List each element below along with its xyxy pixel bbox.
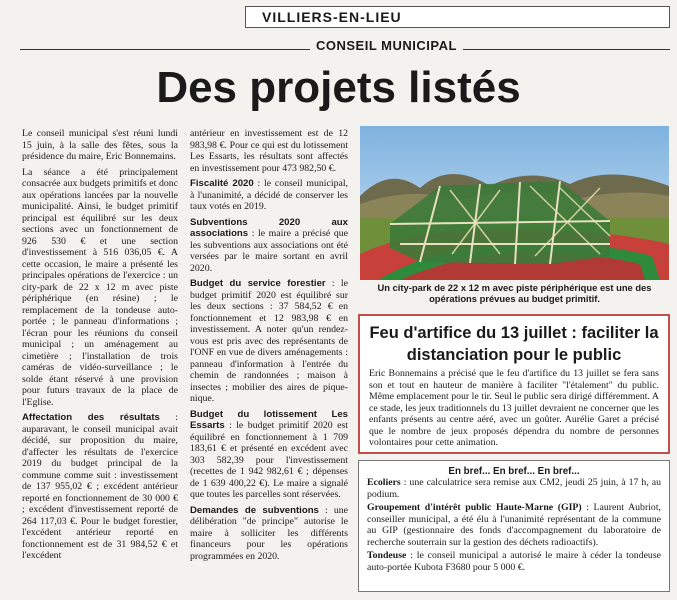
in-brief-box [358, 460, 670, 592]
brief-gip-text: : Laurent Aubriot, conseiller municipal, a été élu à l'unanimité représentant de la commune au GIP (gestionnaire des fonds d'accompagnement du laboratoire de recherche souterrain sur la gestion des déchets radioactifs). [367, 502, 662, 548]
city-park-illustration [360, 126, 669, 280]
forest-heading: Budget du service forestier [190, 278, 326, 289]
fireworks-text: Eric Bonnemains a précisé que le feu d'artifice du 13 juillet se fera sans son et tout en hauteur de manière à faciliter "l'étalement" du public. Même emplacement pour le tir. Seul le public sera dirigé différemment. A ce stade, les jeux traditionnels du 13 juillet devraient ne concerner que les enfants présents au centre aéré, avec un goûter. Aurélie Garet a précisé que le nombre de jeux proposés dépendra du nombre de personnes volontaires pour cette animation. [369, 368, 659, 448]
brief-pupils-text: : une calculatrice sera remise aux CM2, jeudi 25 juin, à 17 h, au podium. [367, 477, 661, 500]
fiscal-text: : le conseil municipal, à l'unanimité, a décidé de conserver les taux votés en 2019. [190, 178, 349, 212]
brief-gip-heading: Groupement d'intérêt public Haute-Marne (GIP) [367, 502, 582, 513]
subsidies-heading: Subventions 2020 aux associations [190, 216, 348, 239]
results-heading: Affectation des résultats [22, 412, 160, 423]
subdivision-heading: Budget du lotissement Les Essarts [190, 408, 348, 431]
in-brief-text [359, 477, 669, 573]
results-text: : auparavant, le conseil municipal avait décidé, sur proposition du maire, d'affecter les résultats de l'exercice 2019 du budget principal de la commune comme suit : investissement de 137 955,02 € ; excédent antérieur reporté en fonctionnement de 30 000 € ; excédent d'investissement reporté de 264 117,03 €. Pour le budget forestier, l'excédent antérieur reporté en fonctionnement est de 31 984,52 € et l'excédent [22, 412, 178, 561]
grants-text: : une délibération "de principe" autorise le maire à solliciter les différents financeurs pour les opérations programmées en 2020. [190, 504, 348, 562]
forest-text: : le budget primitif 2020 est équilibré sur les deux sections : 37 584,52 € en fonctionnement et 12 983,98 € en investissement. A noter qu'un rendez-vous est pris avec des représentants de l'ONF en vue de divers aménagements : panneau d'information à l'entrée du chemin de randonnées ; maison à insectes ; mobilier des aires de pique-nique. [190, 278, 348, 404]
city-park-photo [360, 126, 669, 280]
article-column-2 [190, 128, 348, 566]
brief-mower [367, 550, 661, 573]
town-name: VILLIERS-EN-LIEU [262, 9, 402, 25]
subdivision-paragraph [190, 409, 348, 501]
town-banner [245, 6, 670, 28]
subdivision-text: : le budget primitif 2020 est équilibré en fonctionnement à 1 709 183,61 € et présenté en excédent avec 303 582,39 pour l'investissement (recettes de 1 942 982,61 € ; dépenses de 1 639 400,22 €). Le maire a signalé que toutes les parcelles sont réservées. [190, 420, 348, 500]
brief-gip [367, 502, 661, 548]
page-headline: Des projets listés [156, 63, 521, 112]
brief-mower-text: : le conseil municipal a autorisé le maire à céder la tondeuse auto-portée Kubota F3680 pour 5 000 €. [367, 550, 661, 573]
rubric-bar [20, 38, 670, 57]
fiscal-paragraph [190, 178, 348, 213]
grants-heading: Demandes de subventions [190, 504, 319, 516]
subsidies-paragraph [190, 217, 348, 275]
brief-mower-heading: Tondeuse [367, 550, 407, 561]
in-brief-title: En bref... En bref... En bref... [448, 466, 580, 477]
article-column-1 [22, 128, 178, 566]
results-paragraph [22, 412, 178, 562]
rubric-label: CONSEIL MUNICIPAL [310, 38, 463, 53]
brief-pupils-heading: Ecoliers [367, 477, 401, 488]
photo-caption: Un city-park de 22 x 12 m avec piste périphérique est une des opérations prévues au budget primitif. [377, 282, 652, 304]
fiscal-heading: Fiscalité 2020 [190, 178, 254, 189]
budget-paragraph: La séance a été principalement consacrée aux budgets primitifs et donc aux opérations lancées par la nouvelle municipalité. Ainsi, le budget primitif principal est équilibré sur les deux sections avec un fonctionnement de 926 530 € et une section d'investissement à 516 036,05 €. A cette occasion, le maire a présenté les principales opérations de l'exercice : un city-park de 22 x 12 m avec piste périphérique (en résine) ; le remplacement de la tondeuse auto-portée ; le panneau d'informations ; l'écran pour les réunions du conseil municipal ; un aménagement au cimetière ; l'installation de trois caméras de vidéo-surveillance ; le solde étant réservé à une provision pour futurs travaux de la place de l'Eglise. [22, 166, 178, 408]
continuation-paragraph: antérieur en investissement est de 12 983,98 €. Pour ce qui est du lotissement Les Essarts, les résultats sont affectés en investissement pour 473 982,50 €. [190, 128, 348, 174]
brief-pupils [367, 477, 661, 500]
forest-paragraph [190, 278, 348, 405]
intro-paragraph: Le conseil municipal s'est réuni lundi 15 juin, à la salle des fêtes, sous la présidence du maire, Eric Bonnemains. [22, 128, 178, 162]
grants-paragraph [190, 505, 348, 563]
subsidies-text: : le maire a précisé que les subventions aux associations ont été versées par le maire sortant en avril 2020. [190, 228, 348, 274]
fireworks-box [358, 314, 670, 454]
fireworks-title: Feu d'artifice du 13 juillet : faciliter la distanciation pour le public [369, 324, 659, 364]
